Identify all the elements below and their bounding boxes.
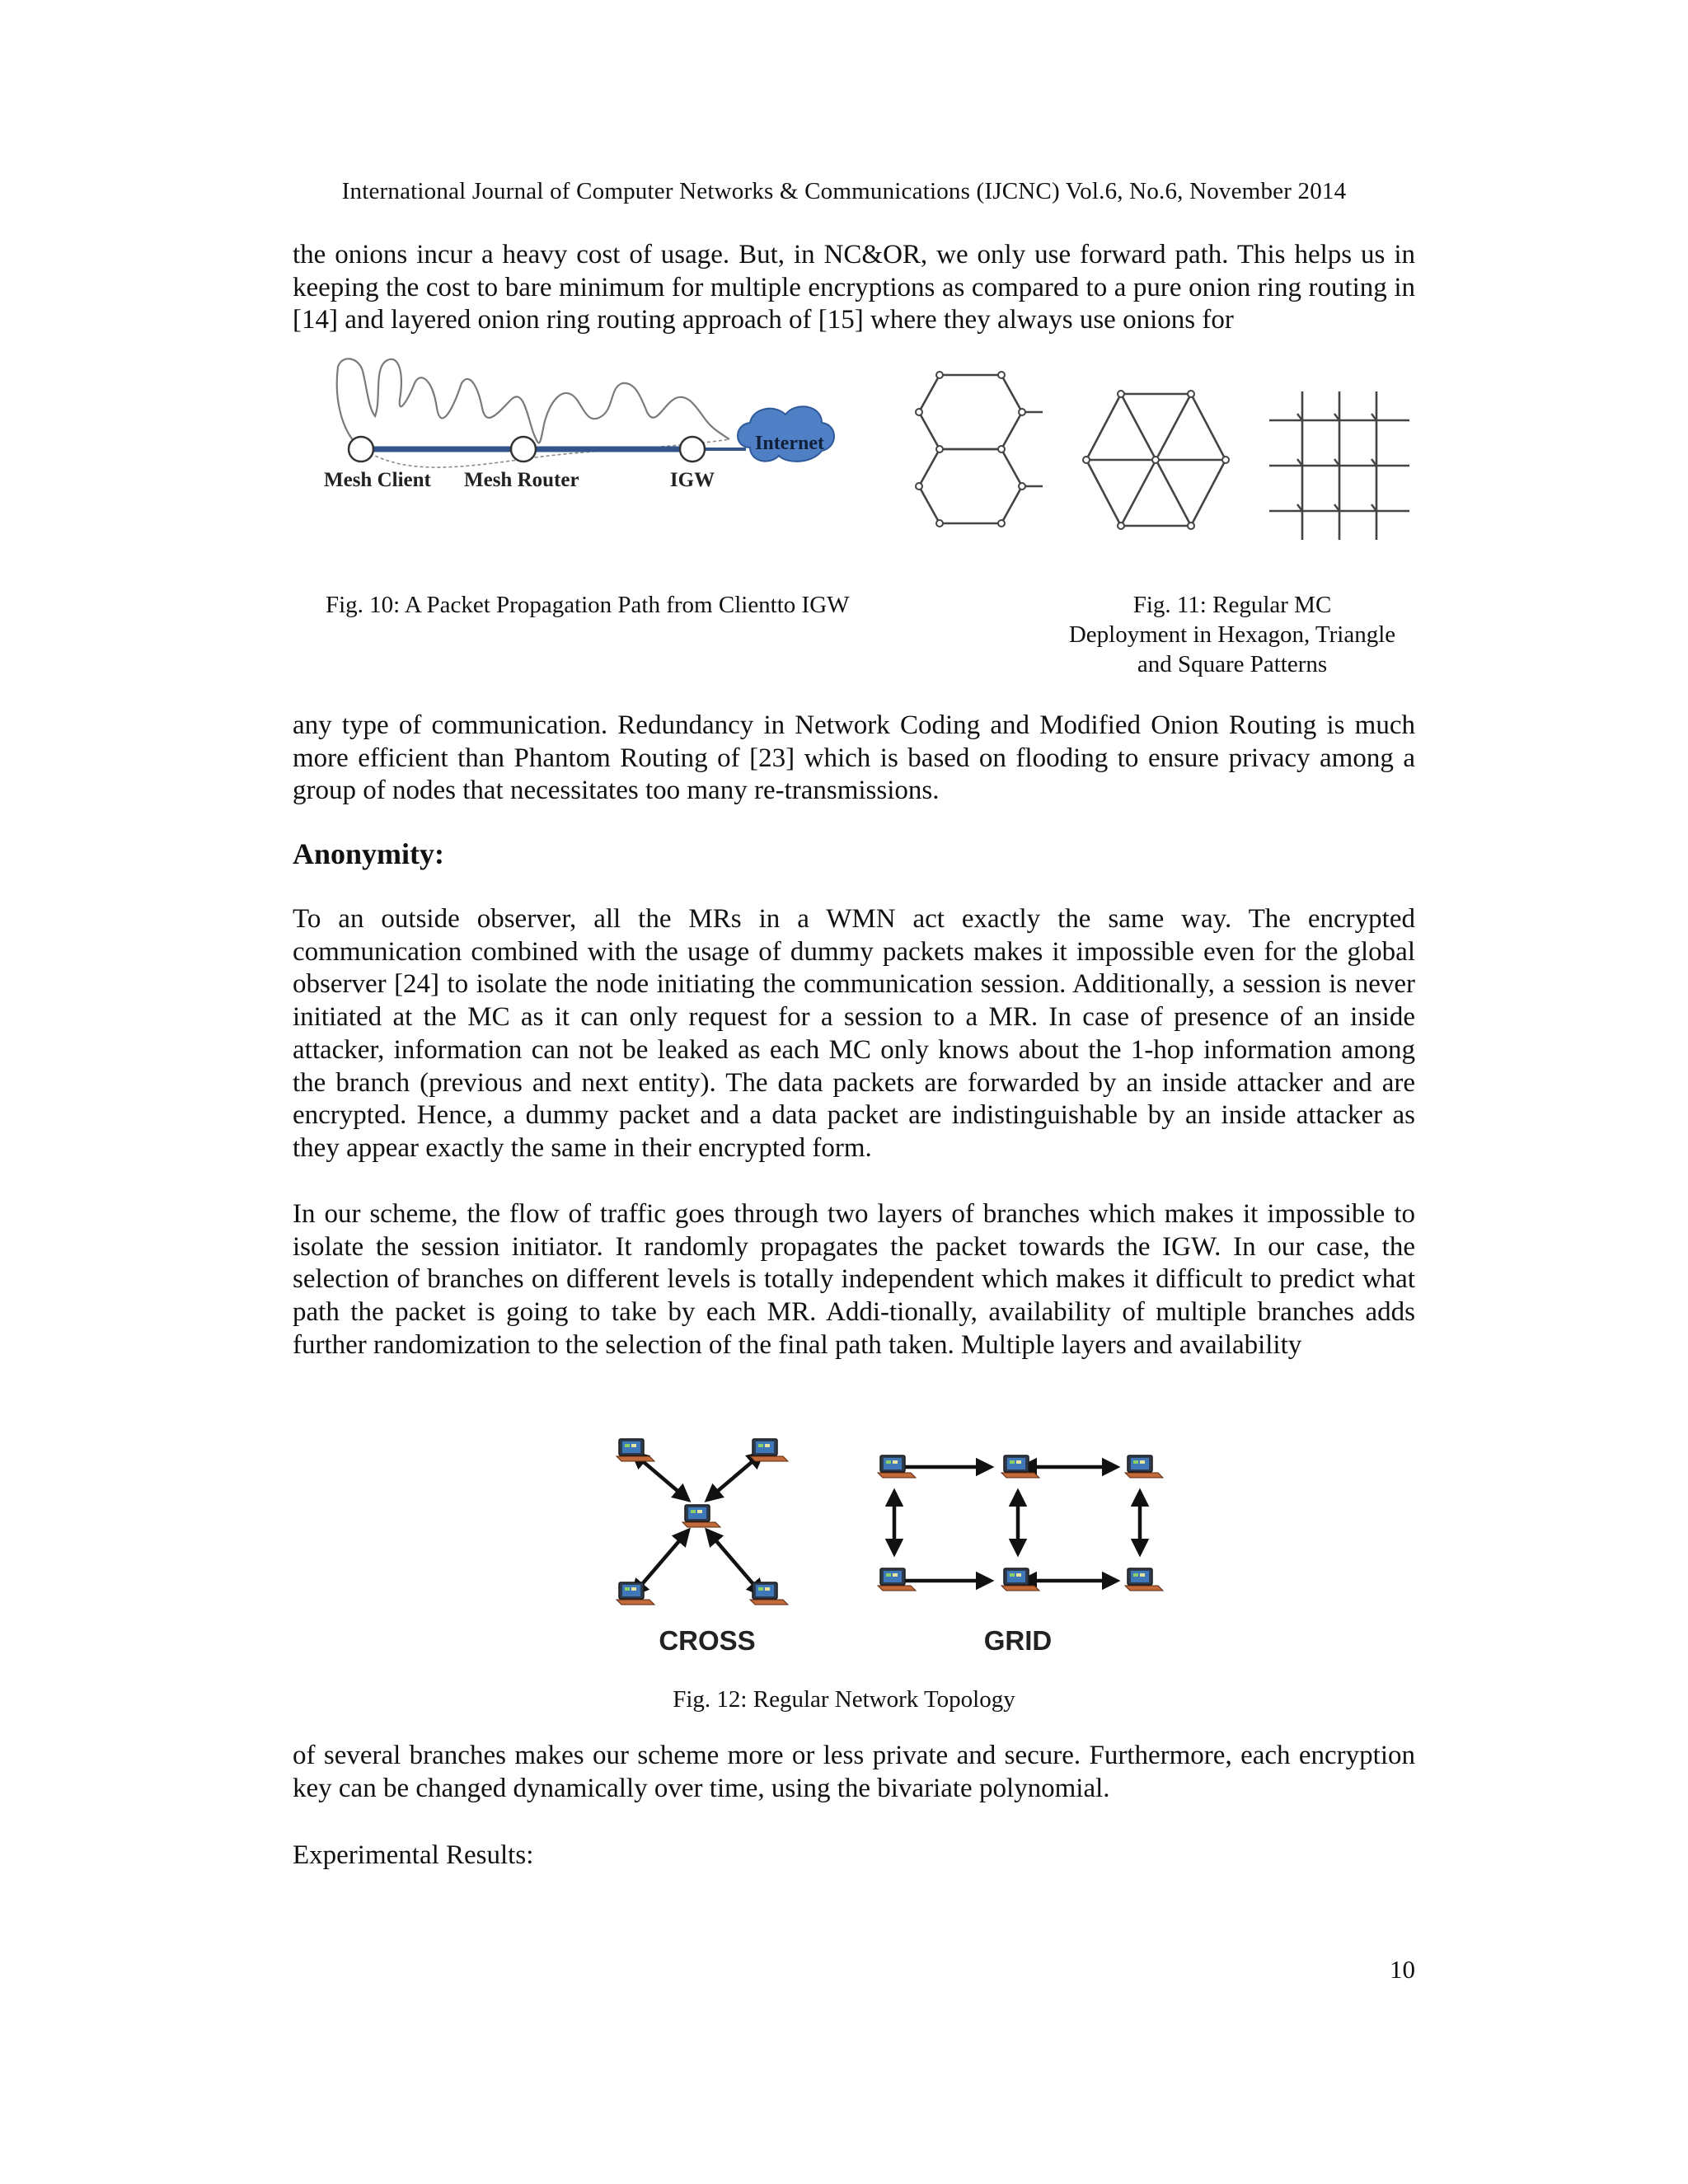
paragraph-3: To an outside observer, all the MRs in a WMN act exactly the same way. The encrypted communication combined with the usage of dummy packets makes it impossible even for the global observer [24] to isolate the node initiating the communication session. Additionally, a session is never initiated at the MC as it can only request for a session to a MR. In case of presence of an inside attacker, information can not be leaked as each MC only knows about the 1-hop information among the branch (previous and next entity). The data packets are forwarded by an inside attacker and are encrypted. Hence, a dummy packet and a data packet are indistinguishable by an inside attacker as they appear exactly the same in their encrypted form. bbox=[293, 904, 1415, 1163]
cross-topology bbox=[617, 1439, 788, 1605]
mesh-client-node bbox=[349, 437, 373, 462]
cross-label: CROSS bbox=[659, 1625, 756, 1656]
fig11-caption bbox=[1047, 590, 1418, 679]
mesh-client-label: Mesh Client bbox=[324, 469, 431, 491]
laptop-icon bbox=[750, 1439, 788, 1461]
paragraph-5: of several branches makes our scheme more or less private and secure. Furthermore, each encryption key can be changed dynamically over time, using the bivariate polynomial. bbox=[293, 1741, 1415, 1803]
running-header: International Journal of Computer Networks & Communications (IJCNC) Vol.6, No.6, November 2014 bbox=[341, 178, 1347, 204]
experimental-results-heading: Experimental Results: bbox=[293, 1840, 534, 1870]
propagation-path bbox=[337, 359, 729, 448]
igw-node bbox=[680, 437, 705, 462]
fig10-caption: Fig. 10: A Packet Propagation Path from Clientto IGW bbox=[326, 592, 850, 618]
laptop-icon bbox=[750, 1582, 788, 1605]
fig12-caption: Fig. 12: Regular Network Topology bbox=[673, 1686, 1015, 1713]
laptop-icon bbox=[1125, 1455, 1163, 1478]
grid-topology bbox=[878, 1455, 1163, 1591]
internet-label: Internet bbox=[755, 433, 824, 454]
laptop-icon bbox=[1125, 1568, 1163, 1591]
laptop-icon bbox=[617, 1439, 654, 1461]
fig11-caption-line-3: and Square Patterns bbox=[1137, 651, 1328, 677]
page-number: 10 bbox=[1390, 1955, 1415, 1984]
laptop-icon bbox=[682, 1505, 720, 1527]
figure-12-diagram bbox=[610, 1430, 1170, 1665]
grid-label: GRID bbox=[983, 1625, 1053, 1656]
fig11-caption-line-2: Deployment in Hexagon, Triangle bbox=[1068, 621, 1396, 648]
paragraph-1: the onions incur a heavy cost of usage. But, in NC&OR, we only use forward path. This helps us in keeping the cost to bare minimum for multiple encryptions as compared to a pure onion ring routing in [14] and layered onion ring routing approach of [15] where they always use onions for bbox=[293, 240, 1415, 335]
igw-label: IGW bbox=[669, 469, 715, 491]
section-heading-anonymity: Anonymity: bbox=[293, 837, 445, 870]
mesh-router-node bbox=[511, 437, 536, 462]
fig11-caption-line-1: Fig. 11: Regular MC bbox=[1132, 592, 1332, 618]
figure-10-diagram bbox=[317, 350, 845, 503]
mesh-router-label: Mesh Router bbox=[464, 469, 579, 491]
paragraph-2: any type of communication. Redundancy in Network Coding and Modified Onion Routing is much more efficient than Phantom Routing of [23] which is based on flooding to ensure privacy among a group of nodes that necessitates too many re-transmissions. bbox=[293, 710, 1415, 806]
paragraph-4: In our scheme, the flow of traffic goes through two layers of branches which makes it impossible to isolate the session initiator. It randomly propagates the packet towards the IGW. In our case, the selection of branches on different levels is totally independent which makes it difficult to predict what path the packet is going to take by each MR. Addi-tionally, availability of multiple branches adds further randomization to the selection of the final path taken. Multiple layers and availability bbox=[293, 1199, 1415, 1360]
square-node-ticks bbox=[1297, 414, 1376, 511]
laptop-icon bbox=[617, 1582, 654, 1605]
figure-11-diagram bbox=[911, 363, 1414, 552]
